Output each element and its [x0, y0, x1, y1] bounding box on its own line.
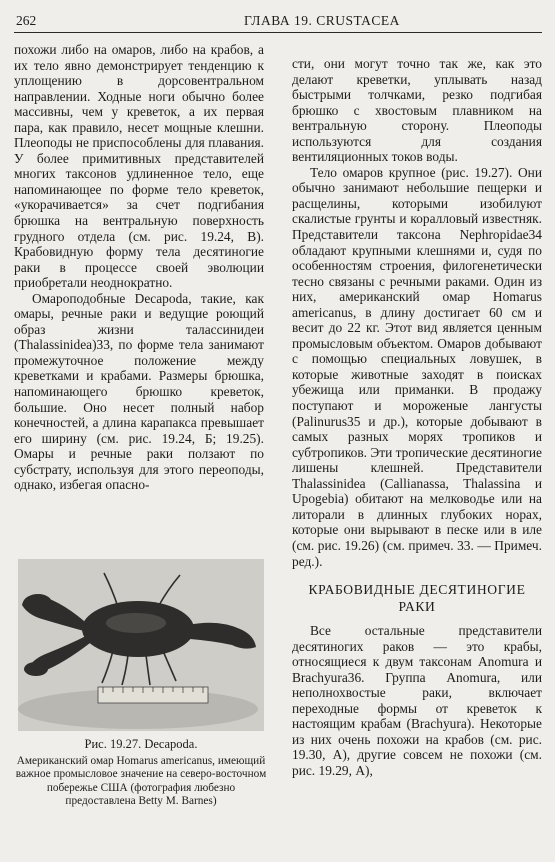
lobster-photo	[18, 559, 264, 731]
figure-title: Рис. 19.27. Decapoda.	[84, 737, 198, 751]
ruler-icon	[98, 687, 208, 703]
lobster-illustration	[18, 559, 264, 731]
right-paragraph-3: Все остальные представители десятиногих раков — это крабы, относящиеся к двум таксонам Anomura и Brachyura36. Группа Anomura, или неполнохвостые раки, включает переходные формы от креветок к настоящим крабам (Brachyura). Некоторые из них очень похожи на крабов (см. рис. 19.30, А), другие совсем не похожи (см. рис. 19.29, А),	[292, 623, 542, 778]
right-column	[292, 56, 542, 779]
figure-caption	[14, 738, 268, 809]
right-paragraph-2: Тело омаров крупное (рис. 19.27). Они обычно занимают небольшие пещерки и расщелины, которыми изобилуют скалистые грунты и коралловый известняк. Представители таксона Nephropidae34 обладают крупными клешнями и, судя по особенностям строения, филогенетически тесно связаны с речными раками. Один из них, американский омар Homarus americanus, в длину достигает 60 см и весит до 22 кг. Этот вид является ценным промысловым объектом. Омаров добывают с помощью специальных ловушек, в которые животные заходят в поисках убежища или приманки. В продажу поступают и мороженые лангусты (Palinurus35 и др.), которые добывают в самых разных морях тропиков и субтропиков. Эти тропические десятиногие лишены клешней. Представители Thalassinidea (Callianassa, Thalassina и Upogebia) обитают на мелководье или на литорали в длинных глубоких норах, которые они вырывают в песке или в иле (см. рис. 19.26) (см. примеч. 33. — Примеч. ред.).	[292, 164, 542, 569]
figure-caption-text: Американский омар Homarus americanus, имеющий важное промысловое значение на северо-восточном побережье США (фотография любезно предоставлена Betty M. Barnes)	[15, 754, 267, 807]
left-paragraph-1: похожи либо на омаров, либо на крабов, а их тело явно демонстрирует тенденцию к уплощению в дорсовентральном направлении. Ходные ноги обычно более массивны, чем у креветок, а их первая пара, как правило, несет мощные клешни. Плеоподы не приспособлены для плавания. У более примитивных представителей многих таксонов удлиненное тело, еще напоминающее по форме тело креветок, «укорачивается» за счет подгибания брюшка на вентральную поверхность грудного отдела (см. рис. 19.24, В). Крабовидную форму тела десятиногие раки в процессе своей эволюции приобретали неоднократно.	[14, 42, 264, 291]
chapter-title: ГЛАВА 19. CRUSTACEA	[244, 13, 400, 28]
left-column	[14, 42, 264, 493]
page-header	[14, 12, 542, 33]
section-title: КРАБОВИДНЫЕ ДЕСЯТИНОГИЕ РАКИ	[308, 582, 526, 615]
page-number: 262	[16, 13, 37, 28]
left-paragraph-2: Омароподобные Decapoda, такие, как омары, речные раки и ведущие роющий образ жизни талассинидеи (Thalassinidea)33, по форме тела занимают промежуточное положение между креветками и крабами. Размеры брюшка, напоминающего брюшко креветок, большие. Оно несет полный набор конечностей, а длина карапакса превышает его ширину (см. рис. 19.24, Б; 19.25). Омары и речные раки ползают по субстрату, используя для этого переоподы, однако, избегая опасно-	[14, 290, 264, 493]
right-paragraph-1: сти, они могут точно так же, как это делают креветки, уплывать назад быстрыми толчками, резко подгибая брюшко с хвостовым плавником на вентральную сторону. Плеоподы используются для создания вентиляционных токов воды.	[292, 56, 542, 165]
